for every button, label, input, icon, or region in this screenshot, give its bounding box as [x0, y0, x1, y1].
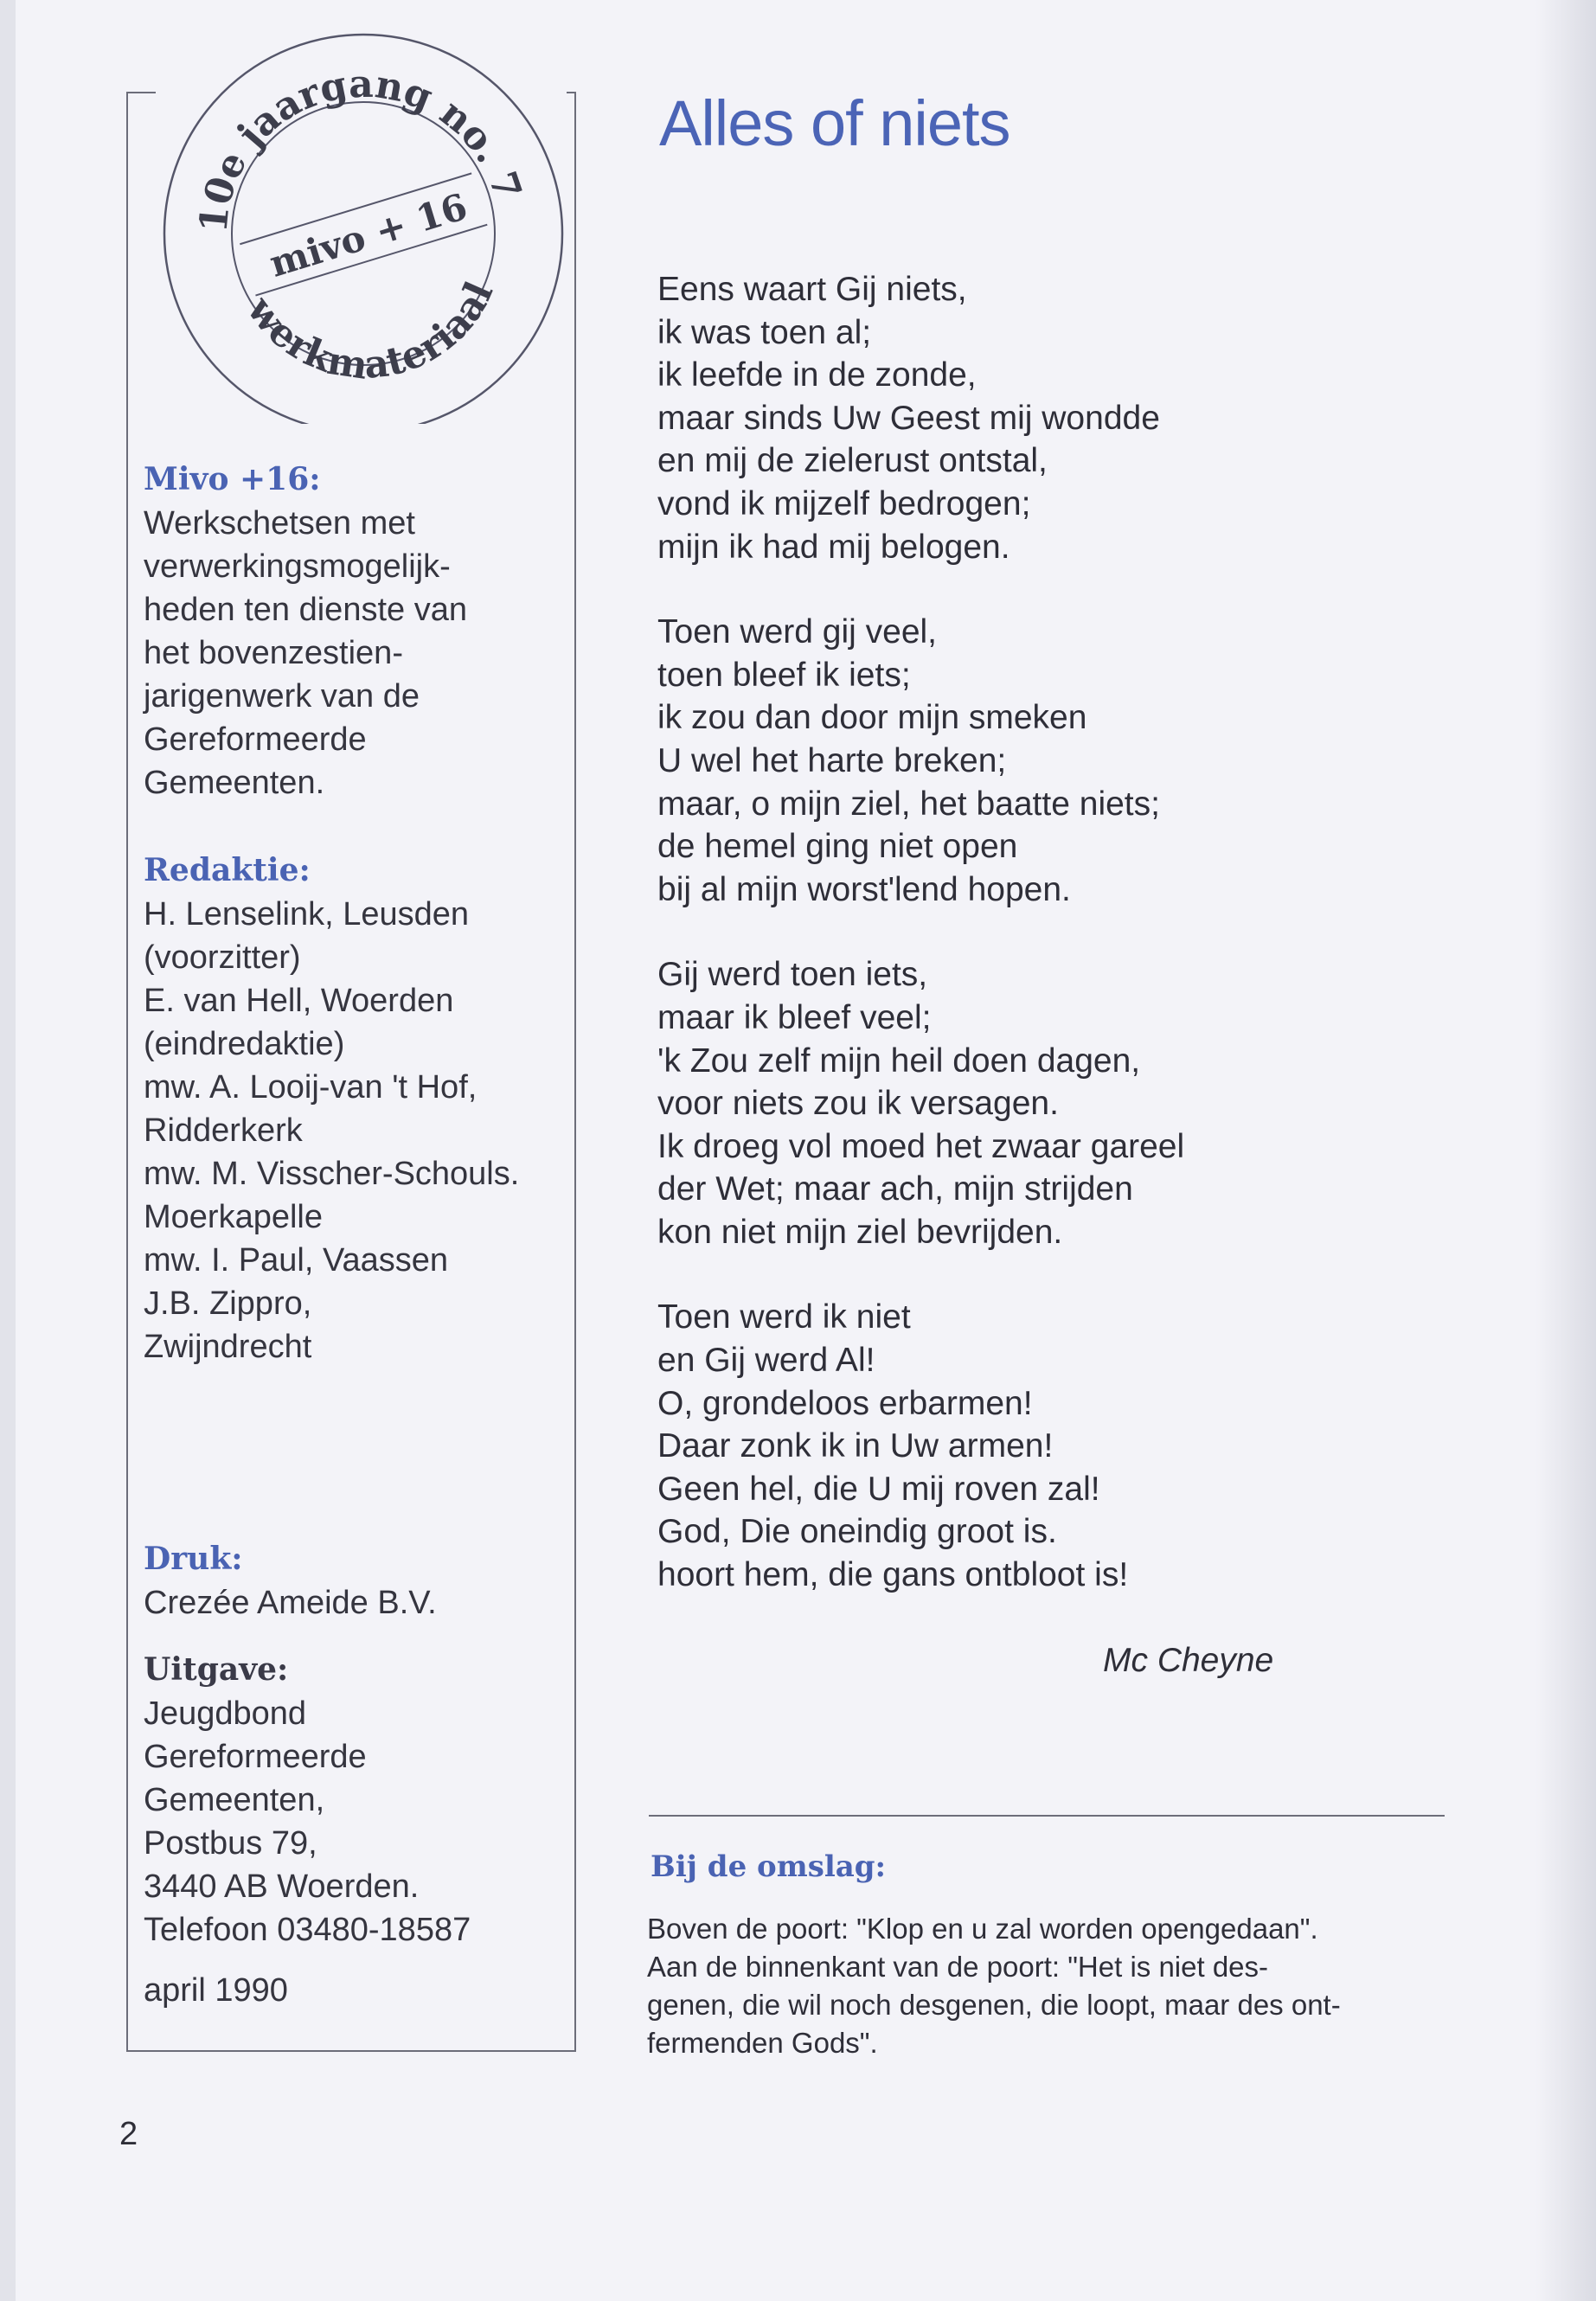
poem-line: O, grondeloos erbarmen!	[657, 1384, 1033, 1422]
poem-line: mijn ik had mij belogen.	[657, 528, 1010, 566]
stamp-top-text: 10e jaargang no. 7	[191, 61, 530, 235]
redaktie-section	[144, 848, 550, 1368]
cover-note-line: Boven de poort: "Klop en u zal worden opengedaan".	[647, 1913, 1318, 1945]
redaktie-line: mw. A. Looij-van 't Hof,	[144, 1069, 478, 1106]
mivo-line: Werkschetsen met	[144, 505, 415, 542]
poem-line: maar sinds Uw Geest mij wondde	[657, 399, 1160, 437]
uitgave-line: Gemeenten,	[144, 1782, 325, 1818]
poem-stanza	[657, 953, 1436, 1253]
uitgave-line: 3440 AB Woerden.	[144, 1868, 420, 1905]
redaktie-heading: Redaktie:	[144, 852, 311, 888]
redaktie-line: Moerkapelle	[144, 1199, 323, 1235]
poem-line: Gij werd toen iets,	[657, 956, 928, 994]
poem-line: bij al mijn worst'lend hopen.	[657, 870, 1071, 908]
magazine-stamp-logo	[156, 17, 567, 424]
cover-note-line: Aan de binnenkant van de poort: "Het is niet des-	[647, 1951, 1269, 1983]
uitgave-section	[144, 1647, 550, 1952]
poem-stanza	[657, 611, 1436, 911]
poem-line: Geen hel, die U mij roven zal!	[657, 1470, 1100, 1508]
publication-date: april 1990	[144, 1972, 288, 2009]
poem-line: maar, o mijn ziel, het baatte niets;	[657, 785, 1160, 823]
redaktie-line: J.B. Zippro,	[144, 1285, 312, 1322]
redaktie-line: Ridderkerk	[144, 1112, 303, 1149]
mivo-line: het bovenzestien-	[144, 635, 403, 671]
poem-line: en Gij werd Al!	[657, 1342, 875, 1380]
mivo-line: jarigenwerk van de	[144, 678, 420, 715]
poem-line: Ik droeg vol moed het zwaar gareel	[657, 1127, 1185, 1165]
mivo-line: heden ten dienste van	[144, 592, 467, 628]
cover-note-line: genen, die wil noch desgenen, die loopt, maar des ont-	[647, 1989, 1341, 2021]
redaktie-line: H. Lenselink, Leusden	[144, 896, 470, 933]
poem-line: Toen werd ik niet	[657, 1298, 911, 1336]
poem-line: vond ik mijzelf bedrogen;	[657, 484, 1031, 522]
druk-heading: Druk:	[144, 1541, 243, 1577]
poem-stanza	[657, 1296, 1436, 1596]
mivo-line: verwerkingsmogelijk-	[144, 548, 451, 585]
poem-line: ik was toen al;	[657, 313, 872, 351]
mivo-line: Gereformeerde	[144, 721, 367, 758]
poem-line: Toen werd gij veel,	[657, 613, 938, 651]
redaktie-line: (voorzitter)	[144, 939, 301, 976]
poem-line: Daar zonk ik in Uw armen!	[657, 1427, 1054, 1465]
poem-line: toen bleef ik iets;	[657, 656, 911, 694]
cover-note-body	[647, 1910, 1452, 2062]
poem-line: kon niet mijn ziel bevrijden.	[657, 1213, 1063, 1251]
poem-line: Eens waart Gij niets,	[657, 271, 967, 308]
mivo-section	[144, 457, 550, 804]
stamp-graphic	[156, 17, 567, 424]
uitgave-line: Postbus 79,	[144, 1825, 317, 1862]
poem-stanza	[657, 268, 1436, 568]
section-divider	[649, 1815, 1445, 1817]
poem-line: de hemel ging niet open	[657, 828, 1018, 866]
redaktie-line: mw. I. Paul, Vaassen	[144, 1242, 449, 1279]
mivo-line: Gemeenten.	[144, 765, 325, 801]
poem-line: U wel het harte breken;	[657, 741, 1007, 779]
poem-line: ik zou dan door mijn smeken	[657, 699, 1087, 737]
redaktie-line: E. van Hell, Woerden	[144, 983, 454, 1019]
uitgave-line: Gereformeerde	[144, 1739, 367, 1775]
poem-line: maar ik bleef veel;	[657, 998, 932, 1036]
uitgave-line: Jeugdbond	[144, 1695, 307, 1732]
poem-line: 'k Zou zelf mijn heil doen dagen,	[657, 1042, 1141, 1080]
mivo-heading: Mivo +16:	[144, 461, 321, 497]
redaktie-line: mw. M. Visscher-Schouls.	[144, 1156, 520, 1192]
uitgave-heading: Uitgave:	[144, 1651, 289, 1688]
uitgave-line: Telefoon 03480-18587	[144, 1912, 471, 1948]
poem-line: ik leefde in de zonde,	[657, 356, 977, 394]
redaktie-line: (eindredaktie)	[144, 1026, 345, 1062]
poem-author: Mc Cheyne	[1103, 1642, 1274, 1679]
poem-line: God, Die oneindig groot is.	[657, 1513, 1057, 1551]
page-number: 2	[119, 2116, 138, 2152]
stamp-center-text: mivo + 16	[264, 184, 472, 285]
poem-line: en mij de zielerust ontstal,	[657, 442, 1048, 480]
druk-line: Crezée Ameide B.V.	[144, 1585, 437, 1621]
stamp-bottom-text: werkmateriaal	[238, 275, 503, 388]
cover-note-line: fermenden Gods".	[647, 2027, 878, 2059]
poem-title: Alles of niets	[659, 87, 1010, 159]
poem-line: hoort hem, die gans ontbloot is!	[657, 1556, 1129, 1594]
poem-body	[657, 268, 1436, 1639]
date-section	[144, 1969, 550, 2012]
druk-section	[144, 1536, 550, 1625]
poem-line: voor niets zou ik versagen.	[657, 1085, 1059, 1123]
poem-line: der Wet; maar ach, mijn strijden	[657, 1170, 1133, 1208]
cover-note-heading: Bij de omslag:	[651, 1849, 887, 1884]
redaktie-line: Zwijndrecht	[144, 1329, 312, 1365]
